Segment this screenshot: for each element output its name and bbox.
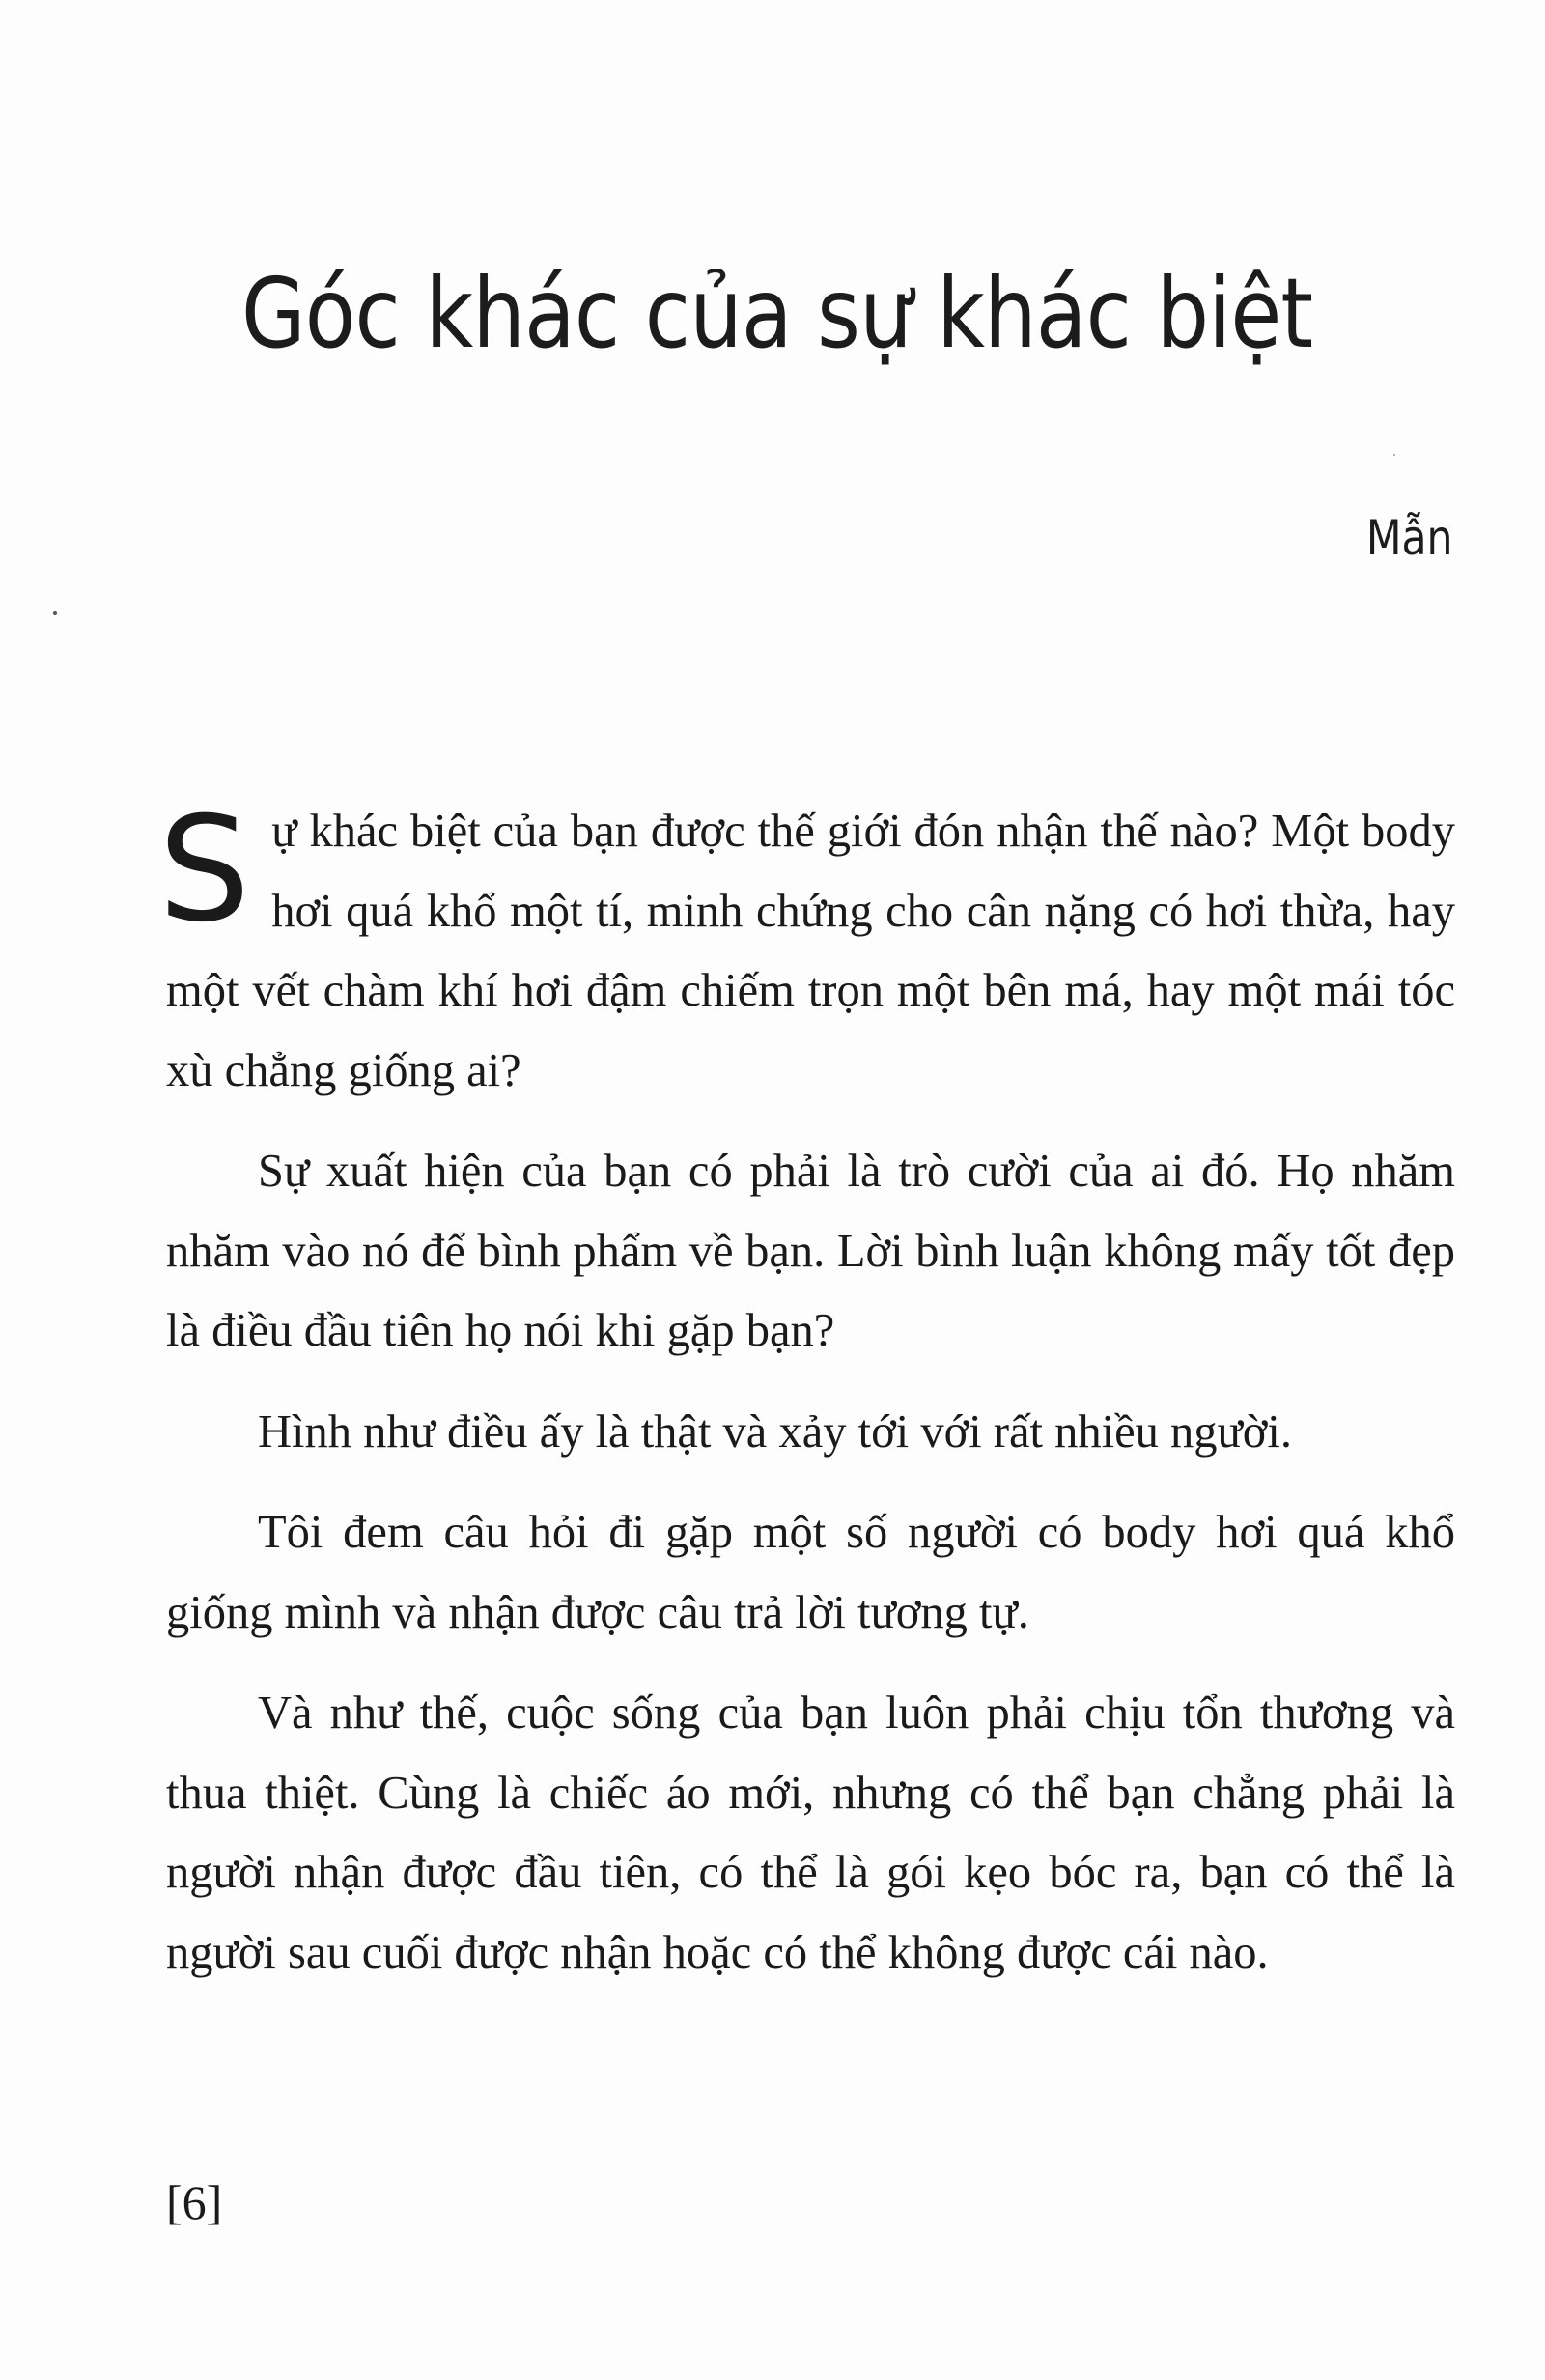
paragraph-1 bbox=[158, 786, 1455, 1111]
paragraph-5: Và như thế, cuộc sống của bạn luôn phải chịu tổn thương và thua thiệt. Cùng là chiếc áo mới, nhưng có thể bạn chẳng phải là người nhận được đầu tiên, có thể là gói kẹo bóc ra, bạn có thể là người sau cuối được nhận hoặc có thể không được cái nào. bbox=[166, 1687, 1455, 1978]
drop-cap: S bbox=[158, 786, 251, 954]
chapter-title: Góc khác của sự khác biệt bbox=[241, 257, 1313, 370]
paragraph-3: Hình như điều ấy là thật và xảy tới với rất nhiều người. bbox=[258, 1405, 1293, 1458]
print-speck bbox=[53, 611, 57, 615]
paragraph-2: Sự xuất hiện của bạn có phải là trò cười của ai đó. Họ nhăm nhăm vào nó để bình phẩm về bạn. Lời bình luận không mấy tốt đẹp là điều đầu tiên họ nói khi gặp bạn? bbox=[166, 1146, 1455, 1356]
page-number: [6] bbox=[166, 2175, 223, 2229]
paragraph-4: Tôi đem câu hỏi đi gặp một số người có body hơi quá khổ giống mình và nhận được câu trả lời tương tự. bbox=[166, 1507, 1455, 1638]
author-name: Mẫn bbox=[1365, 510, 1452, 566]
paragraph-1-text: ự khác biệt của bạn được thế giới đón nhận thế nào? Một body hơi quá khổ một tí, minh chứng cho cân nặng có hơi thừa, hay một vết chàm khí hơi đậm chiếm trọn một bên má, hay một mái tóc xù chẳng giống ai? bbox=[166, 806, 1455, 1096]
print-speck bbox=[1393, 454, 1395, 456]
chapter-body bbox=[158, 786, 1455, 2014]
